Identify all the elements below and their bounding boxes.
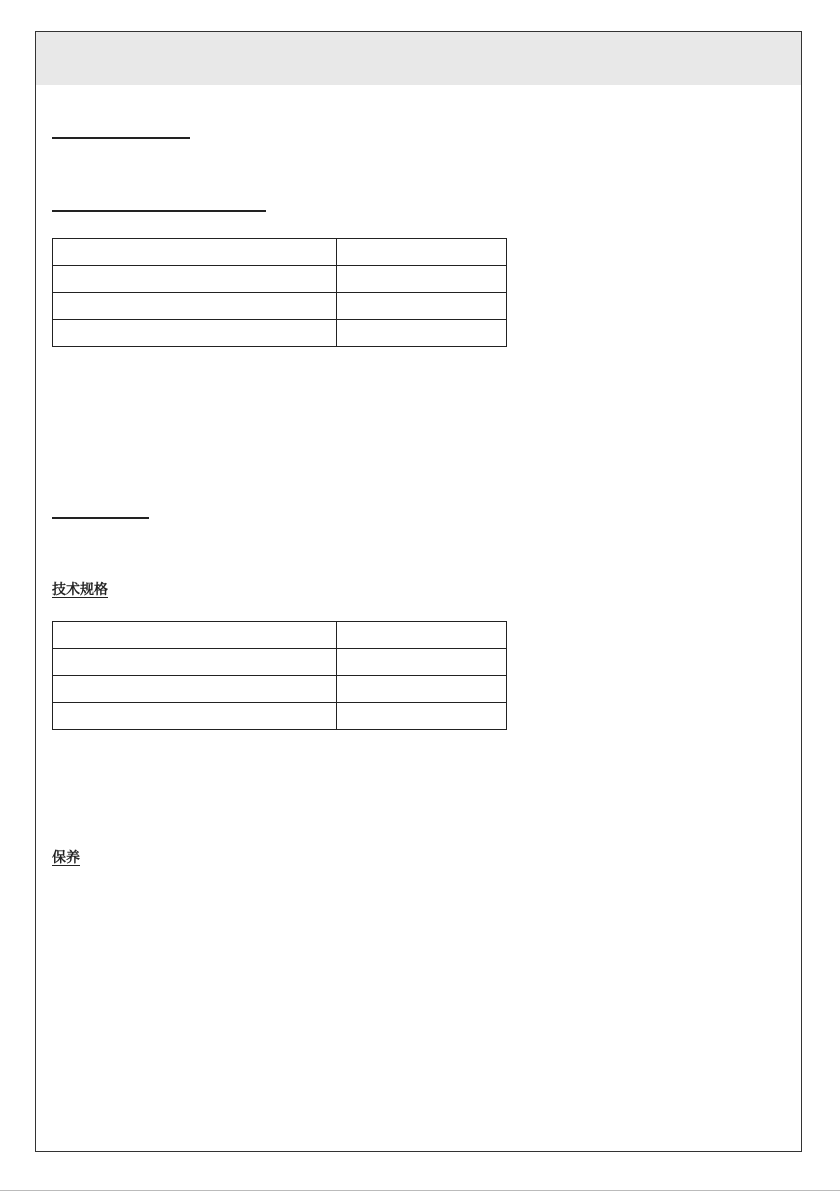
table-row	[53, 676, 507, 703]
table-cell	[53, 320, 337, 347]
table-cell	[337, 239, 507, 266]
spec-table	[52, 238, 507, 347]
page-bottom-rule	[0, 1190, 840, 1191]
table-row	[53, 320, 507, 347]
table-row	[53, 703, 507, 730]
table-cell	[53, 649, 337, 676]
table-row	[53, 239, 507, 266]
table-row	[53, 649, 507, 676]
section-heading-maintenance: 保养	[52, 850, 80, 866]
table-row	[53, 622, 507, 649]
table-cell	[337, 703, 507, 730]
table-cell	[53, 266, 337, 293]
table-cell	[337, 320, 507, 347]
section-heading-specs: 技术规格	[52, 582, 108, 598]
table-row	[53, 266, 507, 293]
spec-table	[52, 621, 507, 730]
table-cell	[53, 622, 337, 649]
table-cell	[337, 622, 507, 649]
section-heading-underline	[52, 210, 266, 212]
table-cell	[337, 649, 507, 676]
section-heading-underline	[52, 137, 190, 139]
table-cell	[53, 703, 337, 730]
table-cell	[53, 239, 337, 266]
table-cell	[53, 676, 337, 703]
table-cell	[337, 676, 507, 703]
table-row	[53, 293, 507, 320]
table-cell	[337, 293, 507, 320]
page-frame	[35, 31, 802, 1152]
section-heading-underline	[52, 517, 149, 519]
table-cell	[53, 293, 337, 320]
table-cell	[337, 266, 507, 293]
